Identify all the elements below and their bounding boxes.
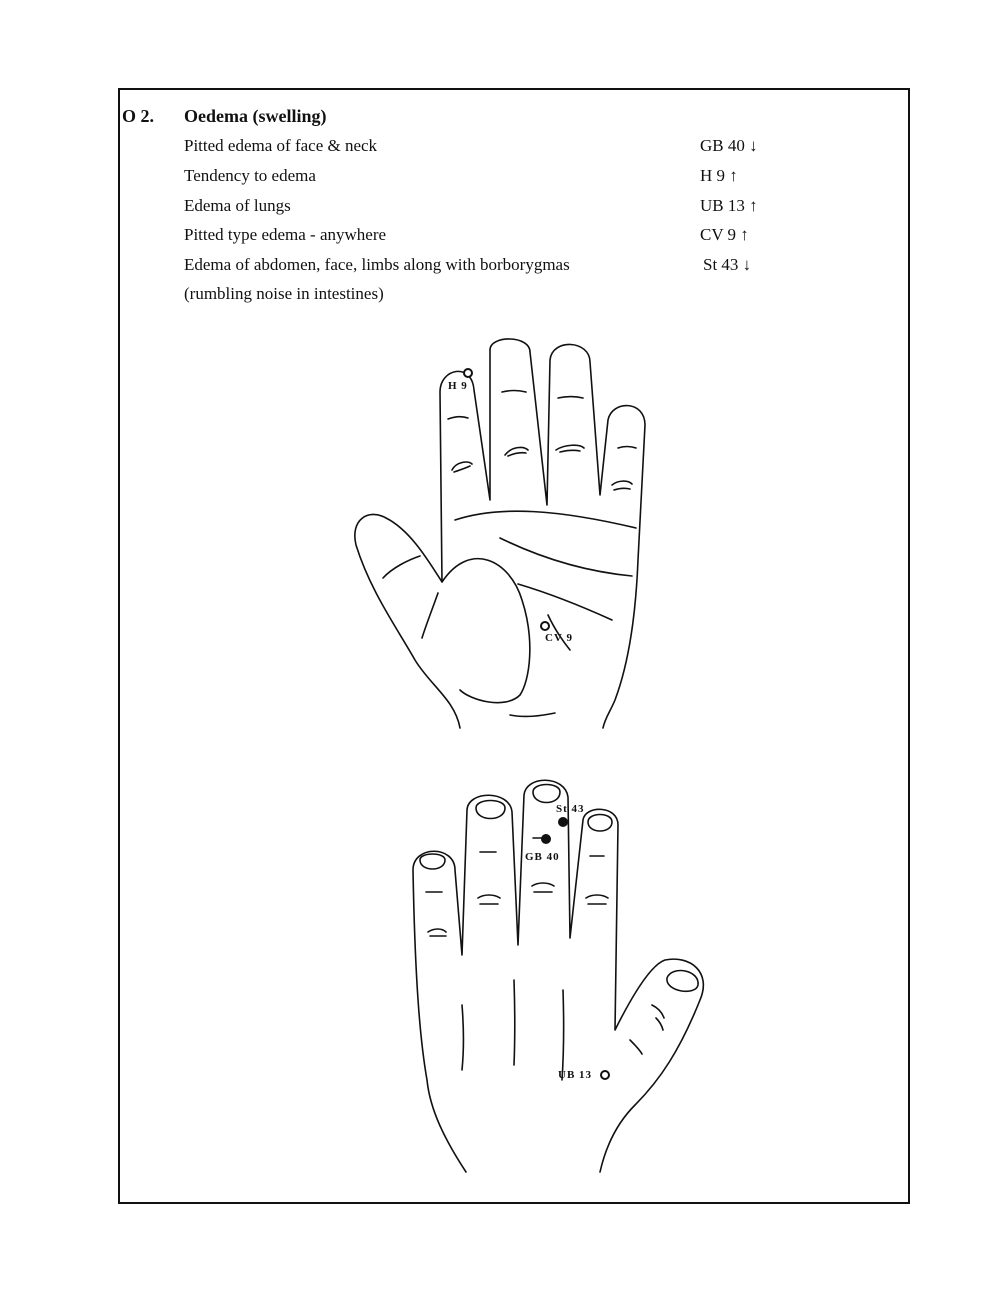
ub13-point-marker: [601, 1071, 609, 1079]
section-number: O 2.: [122, 106, 155, 126]
gb40-point-marker: [541, 834, 551, 844]
point-text: UB 13 ↑: [700, 196, 758, 215]
section-title: Oedema (swelling): [184, 106, 327, 126]
h9-label: H 9: [448, 380, 468, 392]
point-text: CV 9 ↑: [700, 225, 749, 244]
st43-label: St 43: [556, 803, 585, 815]
ub13-label: UB 13: [558, 1069, 593, 1081]
condition-text: Pitted edema of face & neck: [184, 136, 378, 155]
point-text: GB 40 ↓: [700, 136, 758, 155]
condition-text: Edema of abdomen, face, limbs along with borborygmas: [184, 255, 570, 274]
condition-continuation: (rumbling noise in intestines): [184, 284, 384, 303]
condition-text: Edema of lungs: [184, 196, 291, 215]
st43-point-marker: [558, 817, 568, 827]
gb40-label: GB 40: [525, 851, 560, 863]
point-text: St 43 ↓: [703, 255, 752, 274]
condition-text: Tendency to edema: [184, 166, 316, 185]
condition-text: Pitted type edema - anywhere: [184, 225, 387, 244]
cv9-label: CV 9: [545, 632, 573, 644]
point-text: H 9 ↑: [700, 166, 738, 185]
dorsal-outline: [413, 780, 703, 1172]
